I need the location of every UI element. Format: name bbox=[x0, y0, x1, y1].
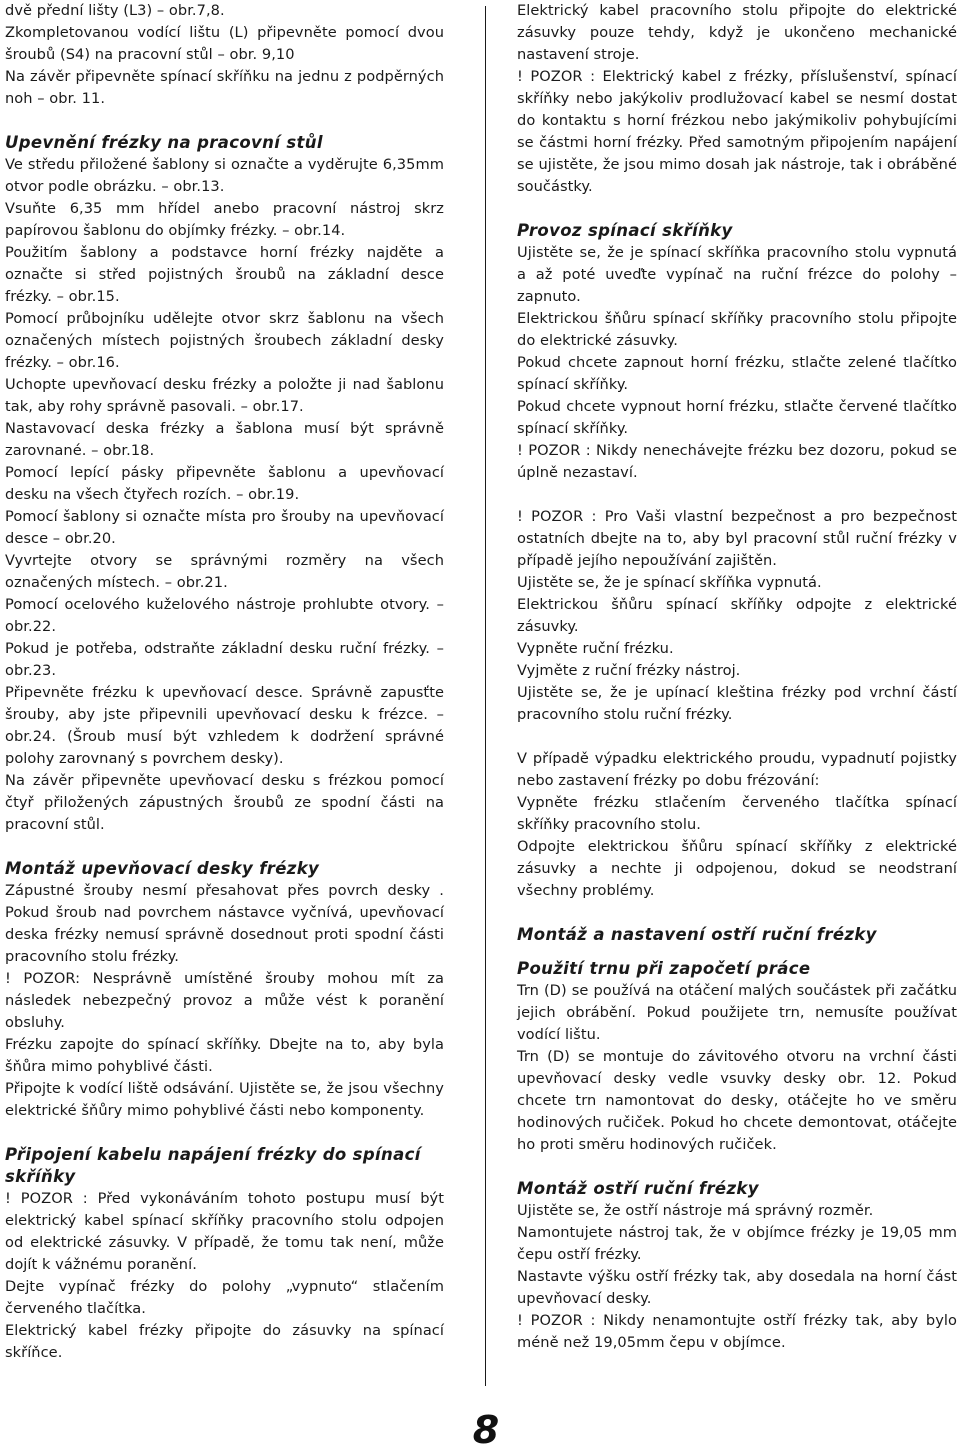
left-column bbox=[5, 0, 444, 1364]
section-heading: Montáž ostří ruční frézky bbox=[517, 1179, 759, 1198]
right-column bbox=[517, 0, 957, 1354]
paragraph: ! POZOR : Před vykonáváním tohoto postupu musí být elektrický kabel spínací skříňky pracovního stolu odpojen od elektrické zásuvky. V případě, že tomu tak není, může dojít k vážnému poranění. bbox=[5, 1190, 444, 1273]
paragraph: Na závěr připevněte spínací skříňku na jednu z podpěrných noh – obr. 11. bbox=[5, 68, 444, 107]
section-heading: Montáž upevňovací desky frézky bbox=[5, 859, 320, 878]
paragraph: Připojte k vodící liště odsávání. Ujistěte se, že jsou všechny elektrické šňůry mimo pohyblivé části nebo komponenty. bbox=[5, 1080, 444, 1119]
paragraph: Elektrickou šňůru spínací skříňky pracovního stolu připojte do elektrické zásuvky. bbox=[517, 310, 957, 349]
paragraph: V případě výpadku elektrického proudu, vypadnutí pojistky nebo zastavení frézky po dobu frézování: bbox=[517, 750, 957, 789]
paragraph: Vypněte ruční frézku. bbox=[517, 640, 674, 657]
paragraph: Vyjměte z ruční frézky nástroj. bbox=[517, 662, 741, 679]
paragraph: Elektrickou šňůru spínací skříňky odpojte z elektrické zásuvky. bbox=[517, 596, 957, 635]
paragraph: Vsuňte 6,35 mm hřídel anebo pracovní nástroj skrz papírovou šablonu do objímky frézky. – obr.14. bbox=[5, 200, 444, 239]
spacer bbox=[5, 110, 444, 132]
paragraph: Zápustné šrouby nesmí přesahovat přes povrch desky . Pokud šroub nad povrchem nástavce vyčnívá, upevňovací deska frézky nemusí správně dosednout proti spodní části pracovního stolu frézky. bbox=[5, 882, 444, 965]
paragraph: Použitím šablony a podstavce horní frézky najděte a označte si střed pojistných šroubů na základní desce frézky. – obr.15. bbox=[5, 244, 444, 305]
spacer bbox=[5, 836, 444, 858]
paragraph: Namontujete nástroj tak, že v objímce frézky je 19,05 mm čepu ostří frézky. bbox=[517, 1224, 957, 1263]
paragraph: Pomocí šablony si označte místa pro šrouby na upevňovací desce – obr.20. bbox=[5, 508, 444, 547]
paragraph: Nastavte výšku ostří frézky tak, aby dosedala na horní část upevňovací desky. bbox=[517, 1268, 957, 1307]
paragraph: ! POZOR : Pro Vaši vlastní bezpečnost a pro bezpečnost ostatních dbejte na to, aby byl pracovní stůl ruční frézky v případě jejího nepoužívání zajištěn. bbox=[517, 508, 957, 569]
paragraph: Ujistěte se, že je upínací kleština frézky pod vrchní částí pracovního stolu ruční frézky. bbox=[517, 684, 957, 723]
spacer bbox=[517, 484, 957, 506]
paragraph: dvě přední lišty (L3) – obr.7,8. bbox=[5, 2, 225, 19]
paragraph: Na závěr připevněte upevňovací desku s frézkou pomocí čtyř přiložených zápustných šroubů ze spodní části na pracovní stůl. bbox=[5, 772, 444, 833]
paragraph: Dejte vypínač frézky do polohy „vypnuto“ stlačením červeného tlačítka. bbox=[5, 1278, 444, 1317]
paragraph: Uchopte upevňovací desku frézky a položte ji nad šablonu tak, aby rohy správně pasovali. – obr.17. bbox=[5, 376, 444, 415]
paragraph: Zkompletovanou vodící lištu (L) připevněte pomocí dvou šroubů (S4) na pracovní stůl – obr. 9,10 bbox=[5, 24, 444, 63]
paragraph: Odpojte elektrickou šňůru spínací skříňky z elektrické zásuvky a nechte ji odpojenou, dokud se neodstraní všechny problémy. bbox=[517, 838, 957, 899]
paragraph: ! POZOR: Nesprávně umístěné šrouby mohou mít za následek nebezpečný provoz a může vést k poranění obsluhy. bbox=[5, 970, 444, 1031]
section-heading: Montáž a nastavení ostří ruční frézky bbox=[517, 925, 877, 944]
paragraph: Vyvrtejte otvory se správnými rozměry na všech označených místech. – obr.21. bbox=[5, 552, 444, 591]
paragraph: Trn (D) se montuje do závitového otvoru na vrchní části upevňovací desky vedle vsuvky desky obr. 12. Pokud chcete trn namontovat do desky, otáčejte ho ve směru hodinových ručiček. Pokud ho chcete demontovat, otáčejte ho proti směru hodinových ručiček. bbox=[517, 1048, 957, 1153]
spacer bbox=[517, 198, 957, 220]
spacer bbox=[5, 1122, 444, 1144]
section-heading: Připojení kabelu napájení frézky do spínací skříňky bbox=[5, 1145, 421, 1186]
paragraph: Pomocí průbojníku udělejte otvor skrz šablonu na všech označených místech pojistných šroubech základní desky frézky. – obr.16. bbox=[5, 310, 444, 371]
paragraph: Pomocí ocelového kuželového nástroje prohlubte otvory. – obr.22. bbox=[5, 596, 444, 635]
page-number: 8 bbox=[472, 1408, 500, 1452]
paragraph: ! POZOR : Nikdy nenamontujte ostří frézky tak, aby bylo méně než 19,05mm čepu v objímce. bbox=[517, 1312, 957, 1351]
paragraph: Pokud chcete vypnout horní frézku, stlačte červené tlačítko spínací skříňky. bbox=[517, 398, 957, 437]
paragraph: Ujistěte se, že je spínací skříňka pracovního stolu vypnutá a až poté uveďte vypínač na ruční frézce do polohy – zapnuto. bbox=[517, 244, 957, 305]
paragraph: Připevněte frézku k upevňovací desce. Správně zapusťte šrouby, aby jste připevnili upevňovací desku k frézce. – obr.24. (Šroub musí být vzhledem k dodržení správné polohy zarovnaný s povrchem desky). bbox=[5, 684, 444, 767]
spacer bbox=[517, 946, 957, 958]
paragraph: ! POZOR : Elektrický kabel z frézky, příslušenství, spínací skříňky nebo jakýkoliv prodlužovací kabel se nesmí dostat do kontaktu s horní frézkou nebo jakýmikoliv pohybujícími se částmi horní frézky. Před samotným připojením napájení se ujistěte, že jsou mimo dosah jak nástroje, tak i obráběné součástky. bbox=[517, 68, 957, 195]
paragraph: Pomocí lepící pásky připevněte šablonu a upevňovací desku na všech čtyřech rozích. – obr.19. bbox=[5, 464, 444, 503]
paragraph: Ujistěte se, že je spínací skříňka vypnutá. bbox=[517, 574, 822, 591]
section-heading: Provoz spínací skříňky bbox=[517, 221, 733, 240]
paragraph: Pokud chcete zapnout horní frézku, stlačte zelené tlačítko spínací skříňky. bbox=[517, 354, 957, 393]
paragraph: Ujistěte se, že ostří nástroje má správný rozměr. bbox=[517, 1202, 874, 1219]
spacer bbox=[517, 726, 957, 748]
paragraph: ! POZOR : Nikdy nenechávejte frézku bez dozoru, pokud se úplně nezastaví. bbox=[517, 442, 957, 481]
paragraph: Elektrický kabel frézky připojte do zásuvky na spínací skříňce. bbox=[5, 1322, 444, 1361]
column-divider bbox=[485, 6, 486, 1386]
paragraph: Nastavovací deska frézky a šablona musí být správně zarovnané. – obr.18. bbox=[5, 420, 444, 459]
spacer bbox=[517, 1156, 957, 1178]
spacer bbox=[517, 902, 957, 924]
paragraph: Pokud je potřeba, odstraňte základní desku ruční frézky. – obr.23. bbox=[5, 640, 444, 679]
paragraph: Frézku zapojte do spínací skříňky. Dbejte na to, aby byla šňůra mimo pohyblivé části. bbox=[5, 1036, 444, 1075]
section-heading: Upevnění frézky na pracovní stůl bbox=[5, 133, 323, 152]
paragraph: Ve středu přiložené šablony si označte a vyděrujte 6,35mm otvor podle obrázku. – obr.13. bbox=[5, 156, 444, 195]
paragraph: Trn (D) se používá na otáčení malých součástek při začátku jejich obrábění. Pokud použijete trn, nemusíte používat vodící lištu. bbox=[517, 982, 957, 1043]
section-heading: Použití trnu při započetí práce bbox=[517, 959, 811, 978]
paragraph: Elektrický kabel pracovního stolu připojte do elektrické zásuvky pouze tehdy, když je ukončeno mechanické nastavení stroje. bbox=[517, 2, 957, 63]
paragraph: Vypněte frézku stlačením červeného tlačítka spínací skříňky pracovního stolu. bbox=[517, 794, 957, 833]
